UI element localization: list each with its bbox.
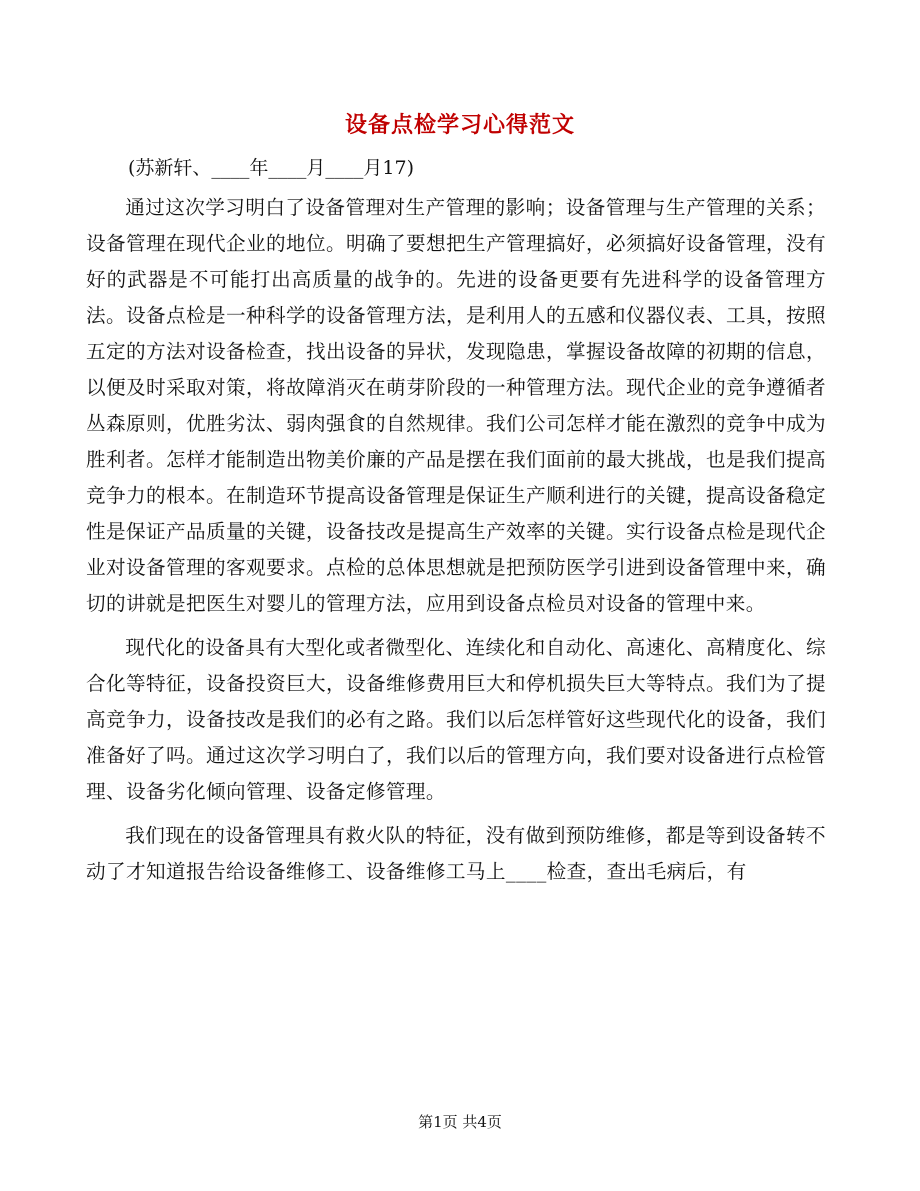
document-body: [86, 190, 826, 898]
paragraph-1: 通过这次学习明白了设备管理对生产管理的影响；设备管理与生产管理的关系；设备管理在现代企业的地位。明确了要想把生产管理搞好，必须搞好设备管理，没有好的武器是不可能打出高质量的战争的。先进的设备更要有先进科学的设备管理方法。设备点检是一种科学的设备管理方法，是利用人的五感和仪器仪表、工具，按照五定的方法对设备检查，找出设备的异状，发现隐患，掌握设备故障的初期的信息，以便及时采取对策，将故障消灭在萌芽阶段的一种管理方法。现代企业的竞争遵循者丛森原则，优胜劣汰、弱肉强食的自然规律。我们公司怎样才能在激烈的竞争中成为胜利者。怎样才能制造出物美价廉的产品是摆在我们面前的最大挑战，也是我们提高竞争力的根本。在制造环节提高设备管理是保证生产顺利进行的关键，提高设备稳定性是保证产品质量的关键，设备技改是提高生产效率的关键。实行设备点检是现代企业对设备管理的客观要求。点检的总体思想就是把预防医学引进到设备管理中来，确切的讲就是把医生对婴儿的管理方法，应用到设备点检员对设备的管理中来。: [86, 196, 826, 615]
paragraph-2: 现代化的设备具有大型化或者微型化、连续化和自动化、高速化、高精度化、综合化等特征，设备投资巨大，设备维修费用巨大和停机损失巨大等特点。我们为了提高竞争力，设备技改是我们的必有之路。我们以后怎样管好这些现代化的设备，我们准备好了吗。通过这次学习明白了，我们以后的管理方向，我们要对设备进行点检管理、设备劣化倾向管理、设备定修管理。: [86, 636, 826, 803]
author-date-line: (苏新轩、____年____月____月17): [128, 157, 415, 179]
document-title: 设备点检学习心得范文: [344, 112, 575, 138]
page-footer: 第1页 共4页: [418, 1113, 502, 1131]
paragraph-3: 我们现在的设备管理具有救火队的特征，没有做到预防维修，都是等到设备转不动了才知道报告给设备维修工、设备维修工马上____检查，查出毛病后，有: [86, 824, 826, 883]
